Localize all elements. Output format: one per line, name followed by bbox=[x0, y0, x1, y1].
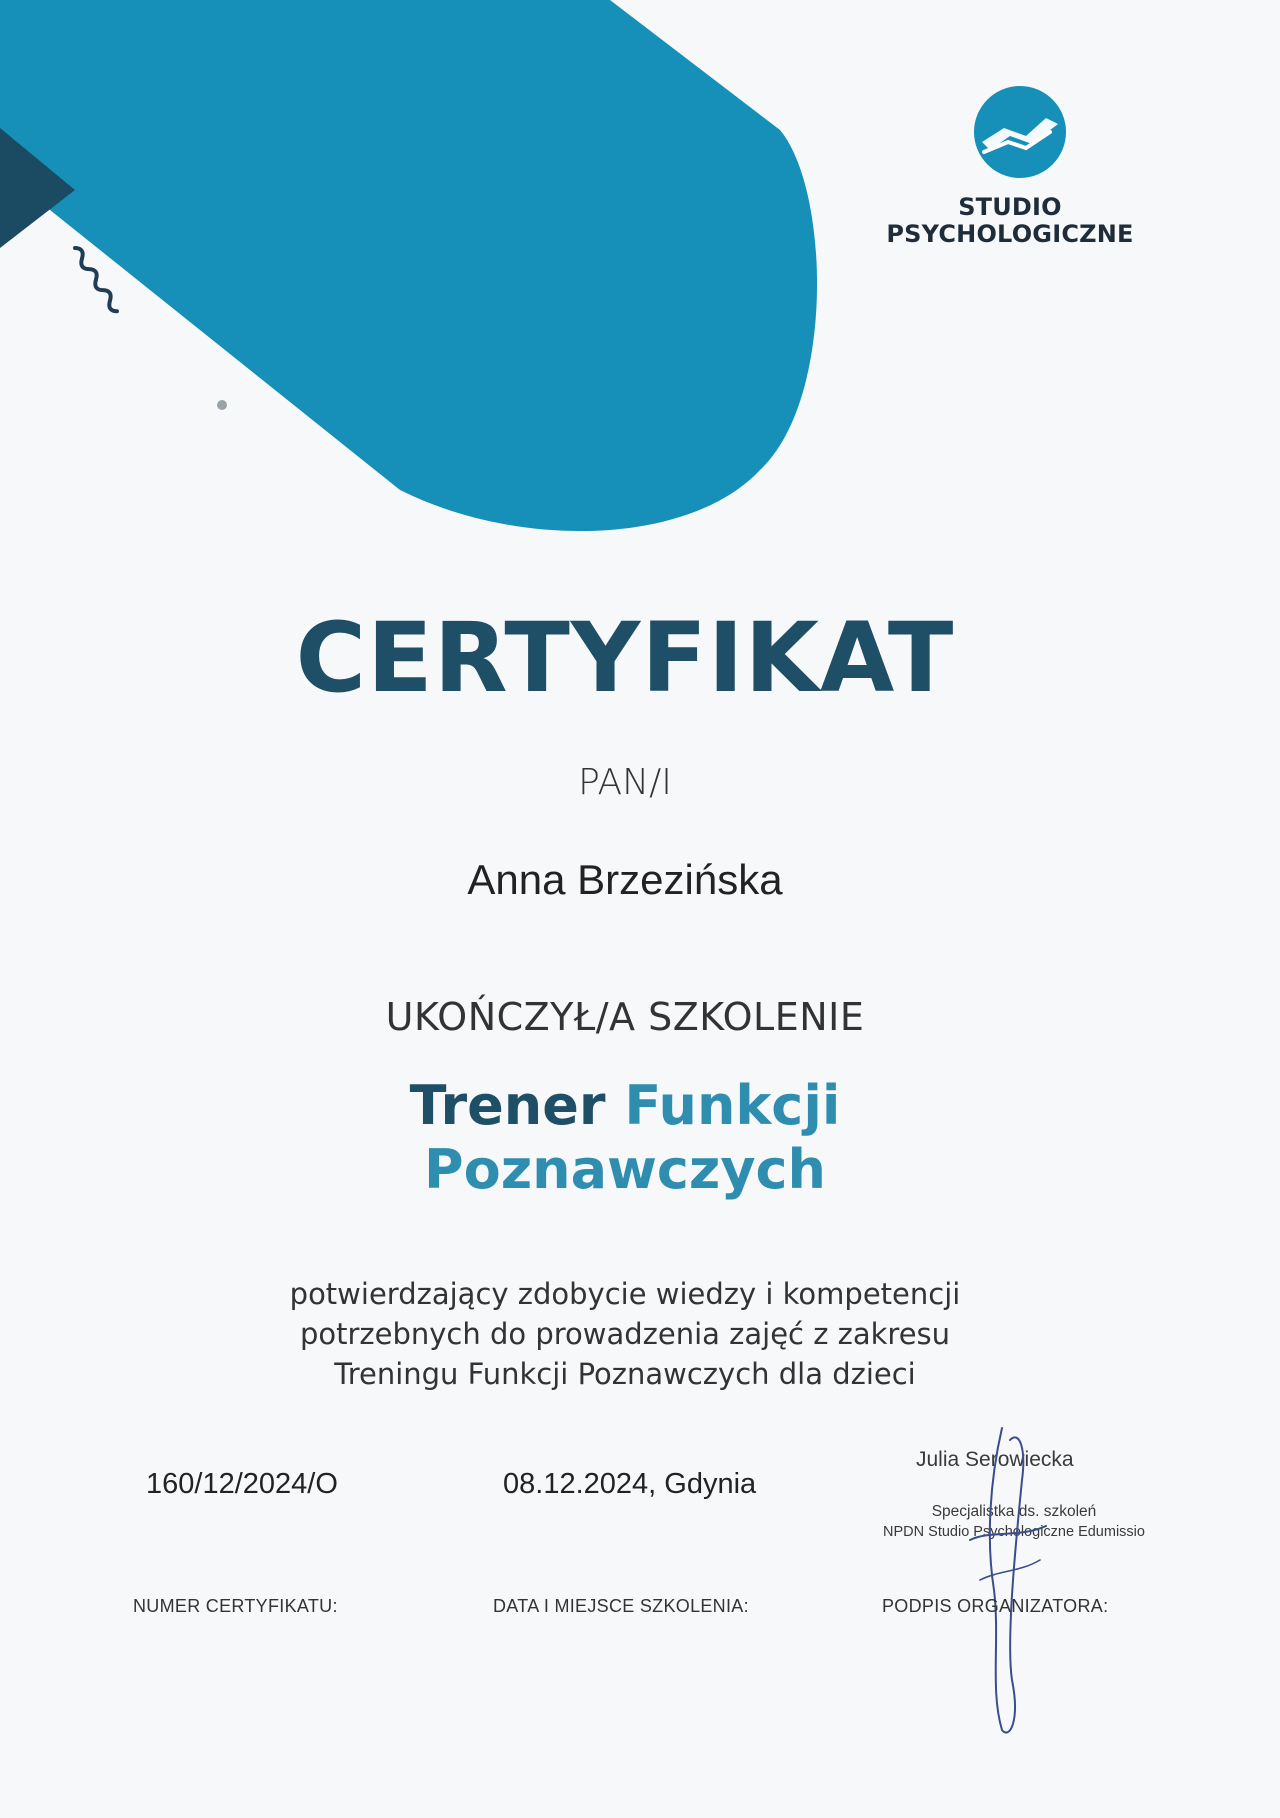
label-signature: PODPIS ORGANIZATORA: bbox=[882, 1596, 1109, 1616]
salutation: PAN/I bbox=[578, 762, 672, 803]
certificate-description bbox=[0, 1274, 1250, 1394]
logo-line-2: PSYCHOLOGICZNE bbox=[886, 220, 1134, 248]
certificate-number: 160/12/2024/O bbox=[146, 1468, 338, 1500]
course-title bbox=[0, 1074, 1250, 1202]
logo-wordmark bbox=[880, 194, 1140, 248]
certificate-title: CERTYFIKAT bbox=[295, 602, 955, 714]
label-date-place: DATA I MIEJSCE SZKOLENIA: bbox=[493, 1596, 749, 1616]
signer-name: Julia Serowiecka bbox=[916, 1448, 1074, 1471]
signer-role-line-1: Specjalistka ds. szkoleń bbox=[931, 1503, 1097, 1520]
blue-rounded-shape bbox=[0, 0, 817, 531]
small-dot bbox=[217, 400, 227, 410]
logo-line-1: STUDIO bbox=[958, 193, 1062, 221]
decorative-background bbox=[0, 0, 1280, 560]
course-word-3: Poznawczych bbox=[424, 1138, 826, 1201]
training-date-place: 08.12.2024, Gdynia bbox=[503, 1468, 757, 1500]
description-line: potrzebnych do prowadzenia zajęć z zakresu bbox=[299, 1317, 951, 1351]
signer-role-line-2: NPDN Studio Psychologiczne Edumissio bbox=[883, 1524, 1145, 1540]
completed-text: UKOŃCZYŁ/A SZKOLENIE bbox=[385, 995, 865, 1039]
handwritten-signature bbox=[950, 1420, 1070, 1750]
description-line: Treningu Funkcji Poznawczych dla dzieci bbox=[334, 1357, 916, 1391]
recipient-name: Anna Brzezińska bbox=[467, 856, 783, 903]
label-certificate-number: NUMER CERTYFIKATU: bbox=[133, 1596, 338, 1616]
course-word-2: Funkcji bbox=[624, 1074, 841, 1137]
course-word-1: Trener bbox=[409, 1074, 606, 1137]
studio-logo-icon bbox=[900, 86, 1140, 186]
description-line: potwierdzający zdobycie wiedzy i kompetencji bbox=[289, 1277, 961, 1311]
